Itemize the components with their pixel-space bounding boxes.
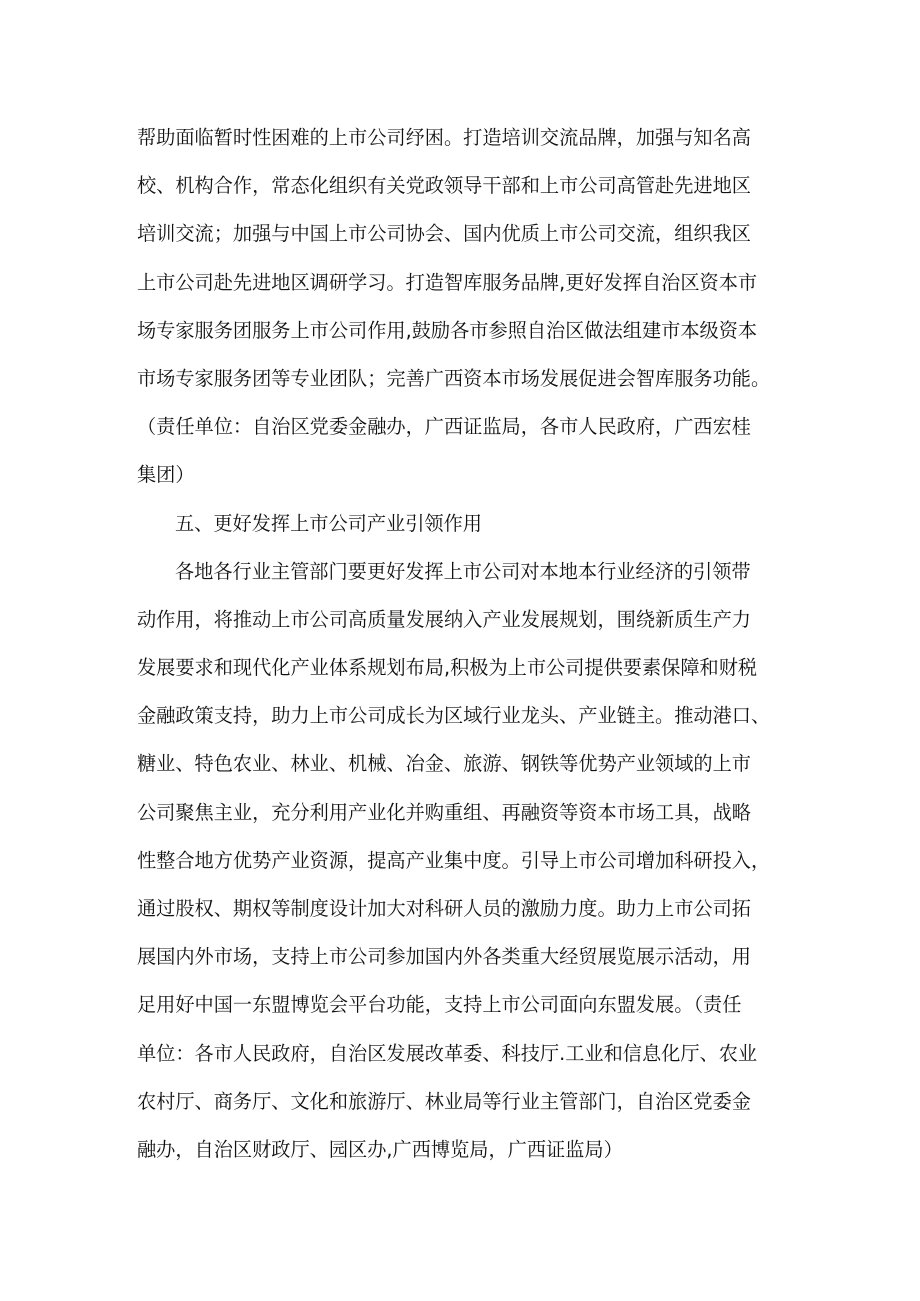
paragraph-line: 发展要求和现代化产业体系规划布局,积极为上市公司提供要素保障和财税 (137, 656, 758, 680)
paragraph-line: （责任单位：自治区党委金融办，广西证监局，各市人民政府，广西宏桂 (137, 415, 751, 439)
paragraph-line: 展国内外市场，支持上市公司参加国内外各类重大经贸展览展示活动，用 (137, 945, 751, 969)
paragraph-line: 单位：各市人民政府，自治区发展改革委、科技厅.工业和信息化厅、农业 (137, 1041, 758, 1065)
paragraph-line: 上市公司赴先进地区调研学习。打造智库服务品牌,更好发挥自治区资本市 (137, 270, 758, 294)
paragraph-line: 帮助面临暂时性困难的上市公司纾困。打造培训交流品牌，加强与知名高 (137, 126, 751, 149)
section-heading: 五、更好发挥上市公司产业引领作用 (175, 511, 482, 535)
paragraph-line: 场专家服务团服务上市公司作用,鼓励各市参照自治区做法组建市本级资本 (137, 318, 758, 342)
paragraph-line: 公司聚焦主业，充分利用产业化并购重组、再融资等资本市场工具，战略 (137, 800, 751, 824)
paragraph-line: 通过股权、期权等制度设计加大对科研人员的激励力度。助力上市公司拓 (137, 897, 751, 920)
paragraph-line: 校、机构合作，常态化组织有关党政领导干部和上市公司高管赴先进地区 (137, 174, 751, 198)
paragraph-line: 糖业、特色农业、林业、机械、冶金、旅游、钢铁等优势产业领域的上市 (137, 752, 751, 776)
paragraph-line: 市场专家服务团等专业团队；完善广西资本市场发展促进会智库服务功能。 (137, 366, 771, 390)
document-body (137, 114, 787, 1174)
paragraph-line: 金融政策支持，助力上市公司成长为区域行业龙头、产业链主。推动港口、 (137, 704, 771, 728)
paragraph-line: 足用好中国一东盟博览会平台功能，支持上市公司面向东盟发展。（责任 (137, 993, 742, 1017)
paragraph-line: 农村厅、商务厅、文化和旅游厅、林业局等行业主管部门，自治区党委金 (137, 1089, 751, 1113)
paragraph-line: 培训交流；加强与中国上市公司协会、国内优质上市公司交流，组织我区 (137, 222, 751, 246)
paragraph-line: 融办，自治区财政厅、园区办,广西博览局，广西证监局） (137, 1137, 623, 1161)
paragraph-line: 动作用，将推动上市公司高质量发展纳入产业发展规划，围绕新质生产力 (137, 607, 751, 631)
paragraph-line: 各地各行业主管部门要更好发挥上市公司对本地本行业经济的引领带 (175, 559, 751, 583)
paragraph-line: 性整合地方优势产业资源，提高产业集中度。引导上市公司增加科研投入， (137, 848, 771, 872)
paragraph-line: 集团） (137, 463, 195, 487)
